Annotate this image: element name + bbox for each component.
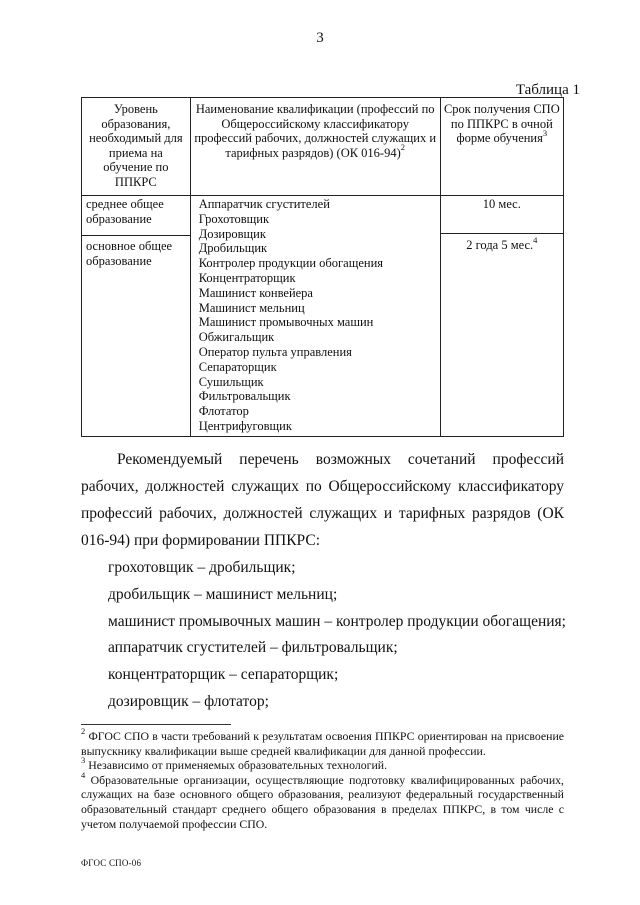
footnote-2: [81, 726, 564, 758]
header-qualification: [190, 98, 440, 196]
footnote-mark: 2: [81, 726, 86, 737]
page-number: 3: [316, 30, 324, 46]
list-item: концентраторщик – сепараторщик;: [108, 666, 339, 684]
footnote-ref-2: 2: [400, 142, 406, 153]
term-basic: [441, 234, 563, 253]
list-item: Фильтровальщик: [198, 389, 291, 404]
header-term-text: Срок получения СПО по ППКРС в очной форме обучения: [443, 102, 560, 145]
list-item: Флотатор: [198, 404, 249, 419]
term-column: [440, 196, 563, 437]
footnote-mark: 3: [81, 755, 86, 766]
level-column: [82, 196, 191, 437]
footnote-3: [81, 755, 564, 773]
table-caption: Таблица 1: [515, 82, 580, 98]
list-item: Обжигальщик: [198, 330, 275, 345]
list-item: Машинист мельниц: [198, 300, 305, 315]
qualification-list: [190, 196, 440, 437]
footnote-4: [81, 769, 564, 831]
footnote-text: ФГОС СПО в части требований к результатам освоения ППКРС ориентирован на присвоение выпускнику квалификации выше средней квалификации для данной профессии.: [81, 729, 564, 758]
list-item: Контролер продукции обогащения: [198, 256, 384, 271]
list-item: грохотовщик – дробильщик;: [108, 559, 296, 576]
list-item: Дробильщик: [198, 241, 268, 256]
footnote-ref-3: 3: [542, 127, 548, 138]
term-secondary-text: 10 мес.: [482, 197, 521, 211]
list-item: Машинист конвейера: [198, 285, 313, 300]
list-item: дробильщик – машинист мельниц;: [108, 585, 338, 603]
list-item: Концентраторщик: [198, 270, 296, 285]
table-body-row: [82, 196, 564, 437]
list-item: Дозировщик: [198, 226, 266, 241]
qualifications-table: [81, 97, 564, 437]
footer-code: ФГОС СПО-06: [81, 858, 142, 868]
list-item: Оператор пульта управления: [198, 344, 352, 359]
table-header-row: [82, 98, 564, 196]
footnote-mark: 4: [81, 769, 86, 780]
level-secondary: среднее общее образование: [82, 196, 190, 236]
header-level: [82, 98, 191, 196]
header-qualification-text: Наименование квалификации (профессий по Общероссийскому классификатору профессий рабочих, должностей служащих и тарифных разрядов) (ОК 016-94): [194, 102, 437, 160]
list-item: Машинист промывочных машин: [198, 315, 374, 330]
list-item: дозировщик – флотатор;: [108, 692, 269, 710]
header-term: [440, 98, 563, 196]
list-item: Сушильщик: [198, 374, 264, 389]
footnotes: [81, 726, 564, 831]
footnote-text: Образовательные организации, осуществляющие подготовку квалифицированных рабочих, служащих на базе основного общего образования, реализуют федеральный государственный образовательный стандарт среднего общего образования в пределах ППКРС, в том числе с учетом получаемой профессии СПО.: [81, 772, 564, 831]
level-basic: основное общее образование: [86, 239, 173, 268]
list-item: Центрифуговщик: [198, 418, 292, 433]
combinations-list: [108, 555, 566, 716]
list-item: аппаратчик сгустителей – фильтровальщик;: [108, 639, 398, 657]
footnote-ref-4: 4: [533, 234, 538, 245]
term-secondary: [441, 196, 563, 234]
term-basic-text: 2 года 5 мес.: [466, 238, 534, 252]
list-item: Сепараторщик: [198, 359, 277, 374]
footnote-divider: [81, 724, 231, 725]
footnote-text: Независимо от применяемых образовательных технологий.: [88, 758, 388, 773]
list-item: машинист промывочных машин – контролер продукции обогащения;: [108, 612, 566, 630]
recommendation-paragraph: Рекомендуемый перечень возможных сочетаний профессий рабочих, должностей служащих по Общероссийскому классификатору профессий рабочих, должностей служащих и тарифных разрядов (ОК 016-94) при формировании ППКРС:: [81, 451, 564, 549]
list-item: Аппаратчик сгустителей: [198, 197, 330, 211]
header-level-text: Уровень образования, необходимый для приема на обучение по ППКРС: [89, 102, 183, 189]
list-item: Грохотовщик: [198, 211, 270, 226]
